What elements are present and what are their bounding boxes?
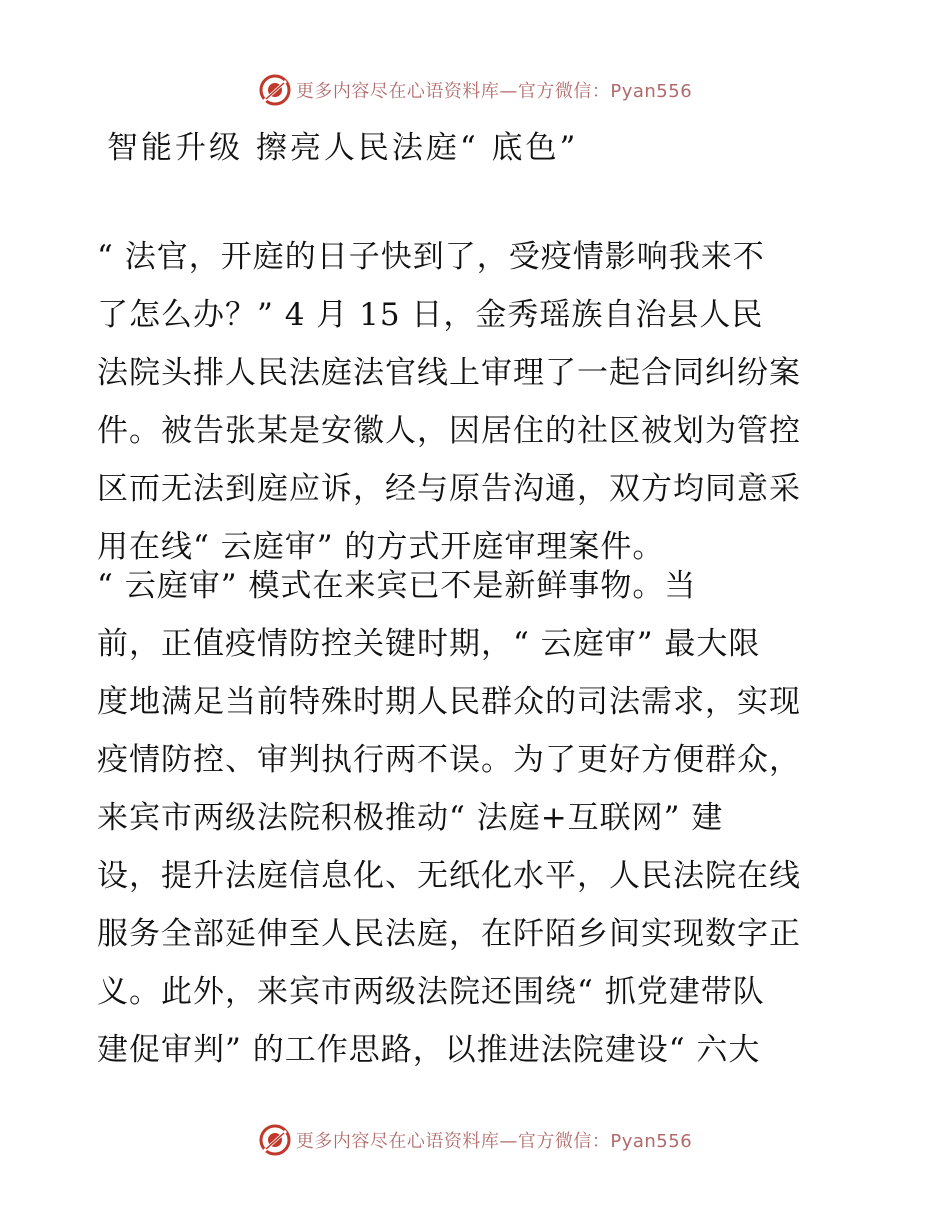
paragraph-line: 件。被告张某是安徽人，因居住的社区被划为管控 (97, 413, 801, 449)
paragraph-line: 区而无法到庭应诉，经与原告沟通，双方均同意采 (97, 471, 801, 507)
xinyu-logo-icon (258, 1123, 292, 1157)
banner-text: 更多内容尽在心语资料库—官方微信：Pyan556 (295, 81, 693, 102)
paragraph-line: 了怎么办？” 4 月 15 日，金秀瑶族自治县人民 (97, 297, 764, 333)
footer-banner (0, 1120, 950, 1160)
paragraph-line: 法院头排人民法庭法官线上审理了一起合同纠纷案 (97, 355, 801, 391)
paragraph-line: 设，提升法庭信息化、无纸化水平，人民法院在线 (97, 858, 801, 894)
paragraph-line: 义。此外，来宾市两级法院还围绕“ 抓党建带队 (97, 974, 765, 1010)
banner-text: 更多内容尽在心语资料库—官方微信：Pyan556 (295, 1131, 693, 1152)
paragraph-line: “ 云庭审” 模式在来宾已不是新鲜事物。当 (97, 568, 697, 604)
paragraph-line: 服务全部延伸至人民法庭，在阡陌乡间实现数字正 (97, 916, 801, 952)
paragraph-line: 度地满足当前特殊时期人民群众的司法需求，实现 (97, 684, 801, 720)
xinyu-logo-icon (258, 73, 292, 107)
paragraph-2 (97, 557, 857, 1079)
paragraph-line: 疫情防控、审判执行两不误。为了更好方便群众， (97, 742, 801, 778)
article-heading: 智能升级 擦亮人民法庭“ 底色” (107, 130, 579, 166)
paragraph-line: 建促审判” 的工作思路，以推进法院建设“ 六大 (97, 1032, 761, 1068)
paragraph-line: 前，正值疫情防控关键时期，“ 云庭审” 最大限 (97, 626, 761, 662)
paragraph-line: 来宾市两级法院积极推动“ 法庭+互联网” 建 (97, 800, 724, 836)
header-banner (0, 70, 950, 110)
paragraph-line: “ 法官，开庭的日子快到了，受疫情影响我来不 (97, 239, 765, 275)
paragraph-1 (97, 228, 857, 576)
paragraph-line: 用在线“ 云庭审” 的方式开庭审理案件。 (97, 529, 665, 565)
